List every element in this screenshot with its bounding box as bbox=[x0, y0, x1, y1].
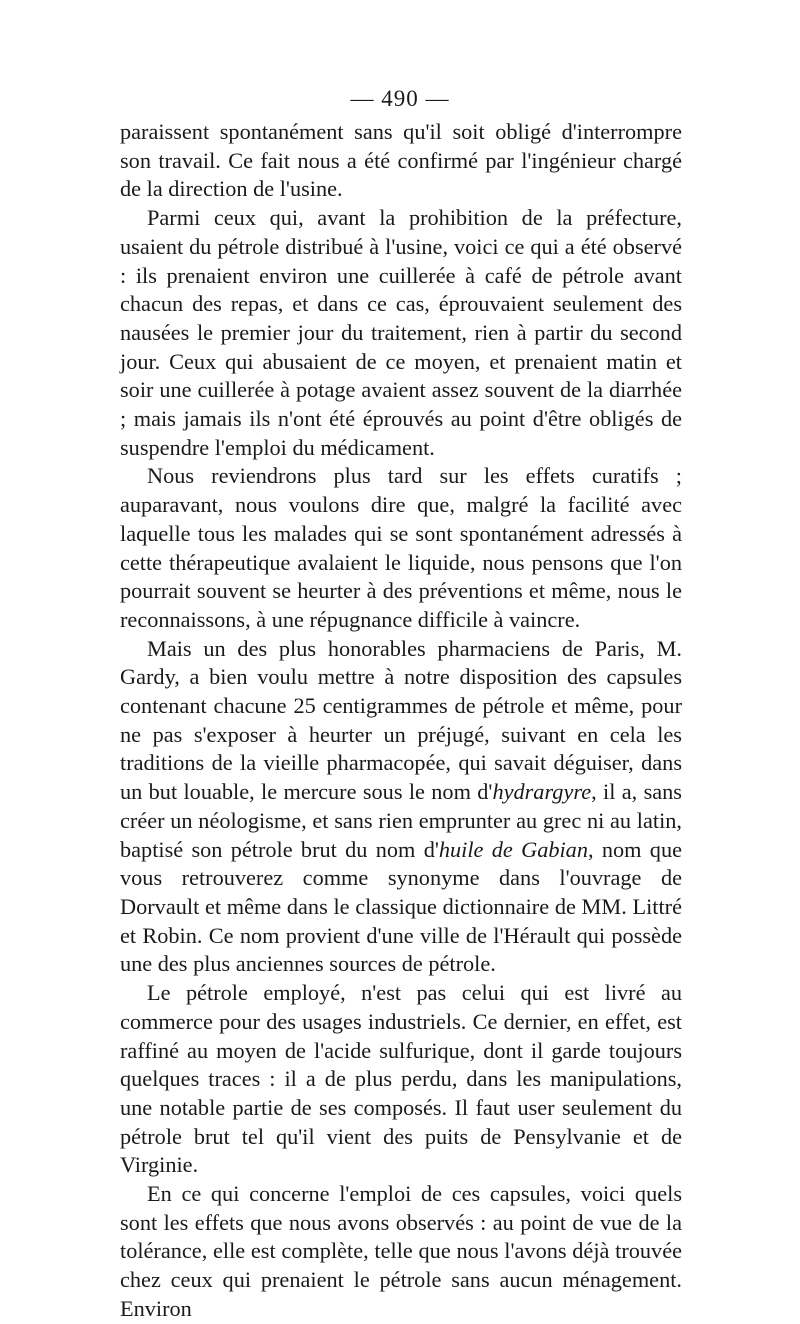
paragraph-3: Nous reviendrons plus tard sur les effets curatifs ; auparavant, nous voulons dire que, malgré la facilité avec laquelle tous les malades qui se sont spontanément adressés à cette thérapeutique avalaient le liquide, nous pensons que l'on pourrait souvent se heurter à des préventions et même, nous le reconnaissons, à une répugnance difficile à vaincre. bbox=[120, 463, 682, 632]
paragraph-4 bbox=[120, 635, 682, 979]
paragraph-4-text-b: , il a, sans créer un néologisme, et sans rien emprunter au grec ni au latin, baptisé son pétrole brut du nom d' bbox=[120, 779, 682, 862]
italic-term-hydrargyre: hydrargyre bbox=[492, 779, 592, 805]
paragraph-2: Parmi ceux qui, avant la prohibition de la préfecture, usaient du pétrole distribué à l'usine, voici ce qui a été observé : ils prenaient environ une cuillerée à café de pétrole avant chacun des repas, et dans ce cas, éprouvaient seulement des nausées le premier jour du traitement, rien à partir du second jour. Ceux qui abusaient de ce moyen, et prenaient matin et soir une cuillerée à potage avaient assez souvent de la diarrhée ; mais jamais ils n'ont été éprouvés au point d'être obligés de suspendre l'emploi du médicament. bbox=[120, 205, 682, 460]
paragraph-1: paraissent spontanément sans qu'il soit obligé d'interrompre son travail. Ce fait nous a été confirmé par l'ingénieur chargé de la direction de l'usine. bbox=[120, 119, 682, 202]
paragraph-5: Le pétrole employé, n'est pas celui qui est livré au commerce pour des usages industriels. Ce dernier, en effet, est raffiné au moyen de l'acide sulfurique, dont il garde toujours quelques traces : il a de plus perdu, dans les manipulations, une notable partie de ses composés. Il faut user seulement du pétrole brut tel qu'il vient des puits de Pensylvanie et de Virginie. bbox=[120, 980, 682, 1178]
body-text bbox=[120, 118, 682, 1324]
paragraph-6: En ce qui concerne l'emploi de ces capsules, voici quels sont les effets que nous avons observés : au point de vue de la tolérance, elle est complète, telle que nous l'avons déjà trouvée chez ceux qui prenaient le pétrole sans aucun ménagement. Environ bbox=[120, 1181, 682, 1321]
page-number: — 490 — bbox=[350, 86, 450, 111]
paragraph-4-text-c: , nom que vous retrouverez comme synonyme dans l'ouvrage de Dorvault et même dans le classique dictionnaire de MM. Littré et Robin. Ce nom provient d'une ville de l'Hérault qui possède une des plus anciennes sources de pétrole. bbox=[120, 836, 682, 977]
italic-term-huile-de-gabian: huile de Gabian bbox=[438, 836, 588, 862]
paragraph-4-text-a: Mais un des plus honorables pharmaciens de Paris, M. Gardy, a bien voulu mettre à notre disposition des capsules contenant chacune 25 centigrammes de pétrole et même, pour ne pas s'exposer à heurter un préjugé, suivant en cela les traditions de la vieille pharmacopée, qui savait déguiser, dans un but louable, le mercure sous le nom d' bbox=[120, 635, 682, 805]
